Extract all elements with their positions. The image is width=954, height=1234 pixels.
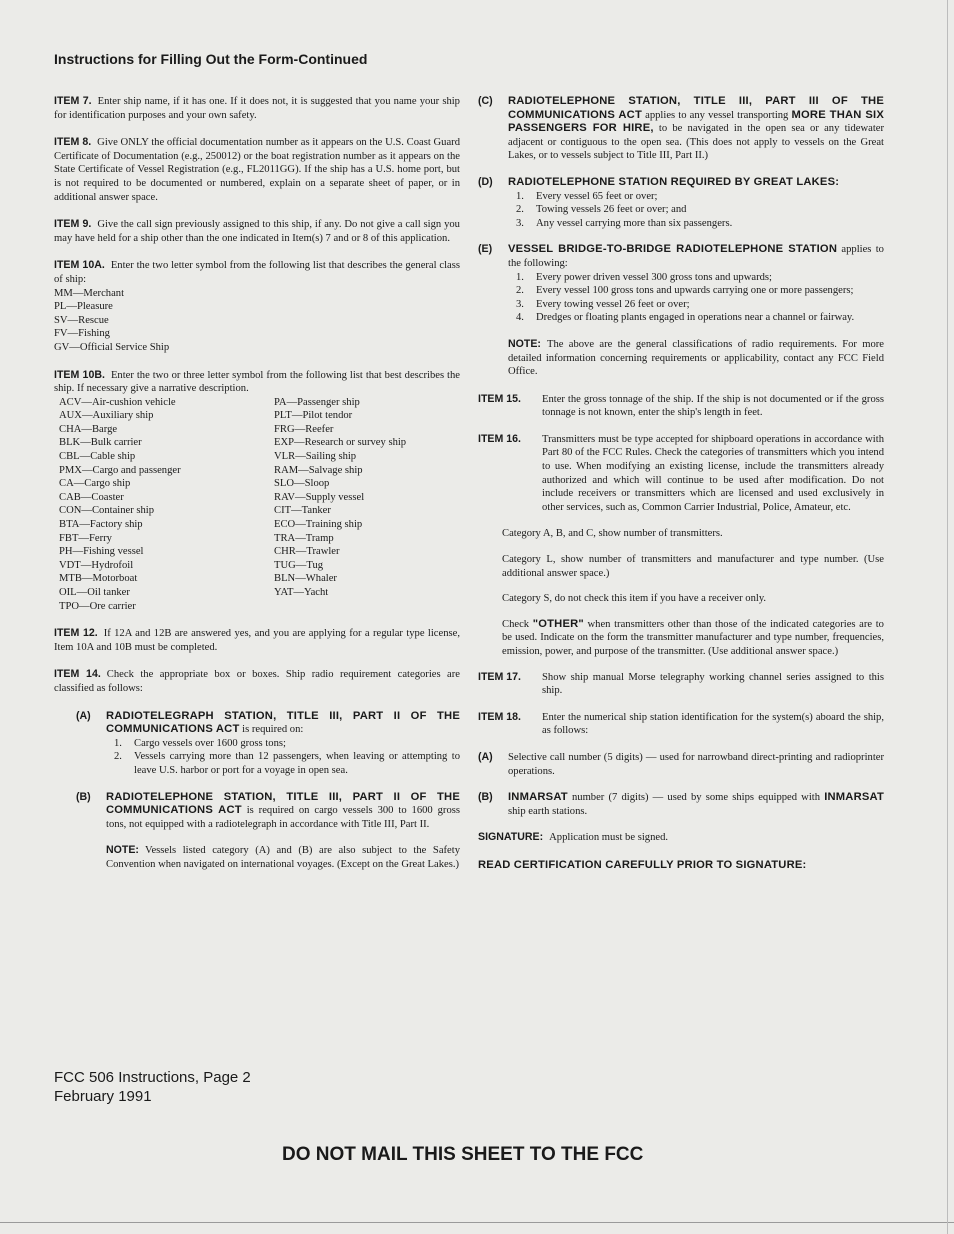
item-18-sub-a xyxy=(478,751,884,778)
section-a xyxy=(76,710,460,778)
note-text: Vessels listed category (A) and (B) are also subject to the Safety Convention when navigated on international voyages. (Except on the Great Lakes.) xyxy=(106,845,460,870)
symbol-entry: YAT—Yacht xyxy=(274,587,329,598)
item-16-label: ITEM 16. xyxy=(478,432,521,445)
item-7 xyxy=(54,95,460,122)
note-label: NOTE: xyxy=(106,844,139,857)
symbol-entry: SLO—Sloop xyxy=(274,478,330,490)
section-b-letter: (B) xyxy=(76,790,91,803)
symbol-entry: CBL—Cable ship xyxy=(59,451,136,463)
symbol-entry: BTA—Factory ship xyxy=(59,519,143,531)
section-c xyxy=(478,95,884,163)
symbol-entry: TPO—Ore carrier xyxy=(59,600,136,612)
item-9 xyxy=(54,218,460,245)
list-item: 2. Vessels carrying more than 12 passengers, when leaving or attempting to leave U.S. harbor or port for a voyage in open sea. xyxy=(114,751,460,776)
symbol-entry: CHR—Trawler xyxy=(274,546,340,558)
sub-a-letter: (A) xyxy=(478,750,493,763)
symbol-entry: ACV—Air-cushion vehicle xyxy=(59,396,176,408)
symbol-entry: PA—Passenger ship xyxy=(274,396,360,408)
item-17 xyxy=(478,671,884,698)
sub-b-bold2: INMARSAT xyxy=(824,791,884,804)
symbol-entry: VLR—Sailing ship xyxy=(274,451,357,463)
signature-text: Application must be signed. xyxy=(549,832,669,844)
symbol-entry: PH—Fishing vessel xyxy=(59,546,144,558)
item-9-text: Give the call sign previously assigned to this ship, if any. Do not give a call sign you may have held for a ship other than the one indicated in Item(s) 7 and or 8 of this application. xyxy=(54,219,460,244)
sub-a-text: Selective call number (5 digits) — used for narrowband direct-printing and radioprinter operations. xyxy=(508,751,884,777)
symbol-entry: CON—Container ship xyxy=(59,505,155,517)
symbol-entry xyxy=(274,600,464,614)
section-b-text: is required on cargo vessels 300 to 1600 gross tons, not equipped with a radiotelegraph in accordance with Title III, Part II. xyxy=(106,805,460,830)
item-7-text: Enter ship name, if it has one. If it does not, it is suggested that you name your ship for identification purposes and your own safety. xyxy=(54,96,460,121)
section-c-letter: (C) xyxy=(478,95,493,107)
category-l: Category L, show number of transmitters and manufacturer and type number. (Use additional answer space.) xyxy=(502,554,884,579)
do-not-mail-notice: DO NOT MAIL THIS SHEET TO THE FCC xyxy=(282,1144,644,1165)
sub-b-letter: (B) xyxy=(478,791,493,804)
section-e-heading: VESSEL BRIDGE-TO-BRIDGE RADIOTELEPHONE STATION xyxy=(508,243,838,256)
symbol-entry: CIT—Tanker xyxy=(274,505,331,517)
list-item: 4. Dredges or floating plants engaged in operations near a channel or fairway. xyxy=(516,312,855,324)
section-e-text: applies to the following: xyxy=(508,244,884,269)
list-item: 2. Every vessel 100 gross tons and upwards carrying one or more passengers; xyxy=(516,285,854,297)
section-e xyxy=(478,243,884,325)
list-item: 1. Every power driven vessel 300 gross tons and upwards; xyxy=(516,271,772,283)
item-16 xyxy=(478,433,884,515)
page-title: Instructions for Filling Out the Form-Continued xyxy=(54,51,368,67)
note-right xyxy=(508,338,884,379)
item-17-label: ITEM 17. xyxy=(478,670,521,683)
item-10b-label: ITEM 10B. xyxy=(54,368,105,381)
list-item: 2. Towing vessels 26 feet or over; and xyxy=(516,204,687,216)
section-c-bold: MORE THAN SIX PASSENGERS FOR HIRE, xyxy=(508,108,884,135)
item-12-text: If 12A and 12B are answered yes, and you are applying for a regular type license, Item 10A and 10B must be completed. xyxy=(54,628,460,653)
item-10b-text: Enter the two or three letter symbol from the following list that best describes the ship. If necessary give a narrative description. xyxy=(54,369,460,395)
list-item: 3. Every towing vessel 26 feet or over; xyxy=(516,298,690,310)
footer xyxy=(54,1068,251,1106)
item-7-label: ITEM 7. xyxy=(54,95,92,107)
page-edge xyxy=(947,0,948,1234)
item-8 xyxy=(54,136,460,204)
signature-label: SIGNATURE: xyxy=(478,831,544,844)
section-d-list xyxy=(508,190,884,231)
item-10a-label: ITEM 10A. xyxy=(54,259,105,272)
section-d xyxy=(478,176,884,230)
list-item: 3. Any vessel carrying more than six passengers. xyxy=(516,217,733,229)
note-left xyxy=(106,844,460,871)
symbol-entry: BLN—Whaler xyxy=(274,573,337,585)
item-18 xyxy=(478,711,884,738)
list-item: SV—Rescue xyxy=(54,314,109,326)
item-15 xyxy=(478,393,884,420)
symbol-entry: AUX—Auxiliary ship xyxy=(59,410,154,422)
item-15-label: ITEM 15. xyxy=(478,392,521,405)
symbol-entry: FRG—Reefer xyxy=(274,423,334,435)
category-s: Category S, do not check this item if you have a receiver only. xyxy=(502,593,767,605)
list-item: FV—Fishing xyxy=(54,328,110,340)
item-16-text: Transmitters must be type accepted for shipboard operations in accordance with Part 80 of the FCC Rules. Check the categories of transmitters which you intend to use. When modifying an existing license, include the transmitters already authorized and which will continue to be used after modification. Do not include receivers or transmitters which are licensed and used exclusively in other services, such as, Common Carrier Industrial, Police, Amateur, etc. xyxy=(542,433,884,513)
list-item: PL—Pleasure xyxy=(54,301,113,313)
symbol-entry: ECO—Training ship xyxy=(274,519,363,531)
sub-b-bold: INMARSAT xyxy=(508,791,568,804)
item-18-sub-b xyxy=(478,791,884,818)
section-a-heading: RADIOTELEGRAPH STATION, TITLE III, PART II OF THE COMMUNICATIONS ACT xyxy=(106,709,460,736)
item-14-text: Check the appropriate box or boxes. Ship radio requirement categories are classified as follows: xyxy=(54,669,460,694)
section-a-text: is required on: xyxy=(242,724,304,736)
symbol-entry: TRA—Tramp xyxy=(274,532,334,544)
list-item: MM—Merchant xyxy=(54,287,125,299)
symbol-entry: PLT—Pilot tendor xyxy=(274,410,353,422)
symbol-entry: CA—Cargo ship xyxy=(59,478,131,490)
item-8-text: Give ONLY the official documentation number as it appears on the U.S. Coast Guard Certificate of Documentation (e.g., 250012) or the boat registration number as it appears on the State Certificate of Vessel Registration (e.g., FL2011GG). If the ship has a U.S. home port, but is not required to be documented or numbered, explain on a separate sheet of paper, or in additional answer space. xyxy=(54,137,460,203)
item-18-text: Enter the numerical ship station identification for the system(s) aboard the ship, as follows: xyxy=(542,711,884,737)
list-item: 1. Cargo vessels over 1600 gross tons; xyxy=(114,737,286,749)
item-10a xyxy=(54,259,460,286)
item-18-label: ITEM 18. xyxy=(478,710,521,723)
symbol-entry: MTB—Motorboat xyxy=(59,573,138,585)
ship-class-list xyxy=(54,287,460,355)
ship-symbol-table xyxy=(59,396,460,614)
symbol-entry: CHA—Barge xyxy=(59,423,118,435)
footer-form-id: FCC 506 Instructions, Page 2 xyxy=(54,1069,251,1086)
list-item: GV—Official Service Ship xyxy=(54,341,170,353)
item-12 xyxy=(54,627,460,654)
symbol-entry: EXP—Research or survey ship xyxy=(274,437,407,449)
item-9-label: ITEM 9. xyxy=(54,218,92,231)
footer-date: February 1991 xyxy=(54,1088,152,1105)
category-abc: Category A, B, and C, show number of transmitters. xyxy=(502,528,723,540)
section-c-heading: RADIOTELEPHONE STATION, TITLE III, PART III OF THE COMMUNICATIONS ACT xyxy=(508,95,884,121)
symbol-entry: BLK—Bulk carrier xyxy=(59,437,142,449)
section-c-text2: to be navigated in the open sea or any tidewater adjacent or contiguous to the open sea. (This does not apply to vessels on the Great Lakes, or to vessels subject to Title III, Part II.) xyxy=(508,123,884,162)
certification-heading: READ CERTIFICATION CAREFULLY PRIOR TO SIGNATURE: xyxy=(478,858,807,871)
sub-b-text2: ship earth stations. xyxy=(508,805,588,817)
list-item: 1. Every vessel 65 feet or over; xyxy=(516,190,658,202)
item-10a-text: Enter the two letter symbol from the following list that describes the general class of ship: xyxy=(54,260,460,285)
section-c-text: applies to any vessel transporting xyxy=(645,109,789,121)
symbol-entry: TUG—Tug xyxy=(274,559,324,571)
section-a-letter: (A) xyxy=(76,709,91,722)
item-15-text: Enter the gross tonnage of the ship. If the ship is not documented or if the gross tonnage is not known, enter the ship's length in feet. xyxy=(542,393,884,419)
symbol-entry: RAM—Salvage ship xyxy=(274,464,363,476)
item-12-label: ITEM 12. xyxy=(54,627,98,640)
item-10b xyxy=(54,369,460,396)
section-d-letter: (D) xyxy=(478,175,493,188)
left-column xyxy=(54,95,460,886)
section-b-heading: RADIOTELEPHONE STATION, TITLE III, PART II OF THE COMMUNICATIONS ACT xyxy=(106,790,460,817)
section-b xyxy=(76,791,460,832)
item-14-label: ITEM 14. xyxy=(54,668,101,681)
symbol-entry: PMX—Cargo and passenger xyxy=(59,464,181,476)
symbol-entry: OIL—Oil tanker xyxy=(59,587,130,598)
section-d-heading: RADIOTELEPHONE STATION REQUIRED BY GREAT LAKES: xyxy=(508,175,840,188)
symbol-entry: VDT—Hydrofoil xyxy=(59,559,134,571)
note-label: NOTE: xyxy=(508,337,541,350)
signature xyxy=(478,831,884,845)
item-14 xyxy=(54,668,460,695)
symbol-entry: FBT—Ferry xyxy=(59,532,112,544)
symbol-entry: CAB—Coaster xyxy=(59,491,124,503)
right-column xyxy=(478,95,884,887)
bottom-rule xyxy=(0,1222,954,1223)
note-text: The above are the general classifications of radio requirements. For more detailed information concerning requirements or applicability, contact any FCC Field Office. xyxy=(508,338,884,378)
section-e-letter: (E) xyxy=(478,243,493,256)
item-17-text: Show ship manual Morse telegraphy working channel series assigned to this ship. xyxy=(542,671,884,697)
sub-b-text1: number (7 digits) — used by some ships equipped with xyxy=(571,792,821,804)
category-other: Check "OTHER" when transmitters other than those of the indicated categories are to be used. Indicate on the form the transmitter manufacturer and type number, frequencies, emission, power, and purpose of the transmitter. (Use additional answer space.) xyxy=(502,617,884,657)
section-e-list xyxy=(508,271,884,325)
symbol-entry: RAV—Supply vessel xyxy=(274,491,365,503)
section-a-list xyxy=(106,737,460,778)
item-8-label: ITEM 8. xyxy=(54,136,92,149)
